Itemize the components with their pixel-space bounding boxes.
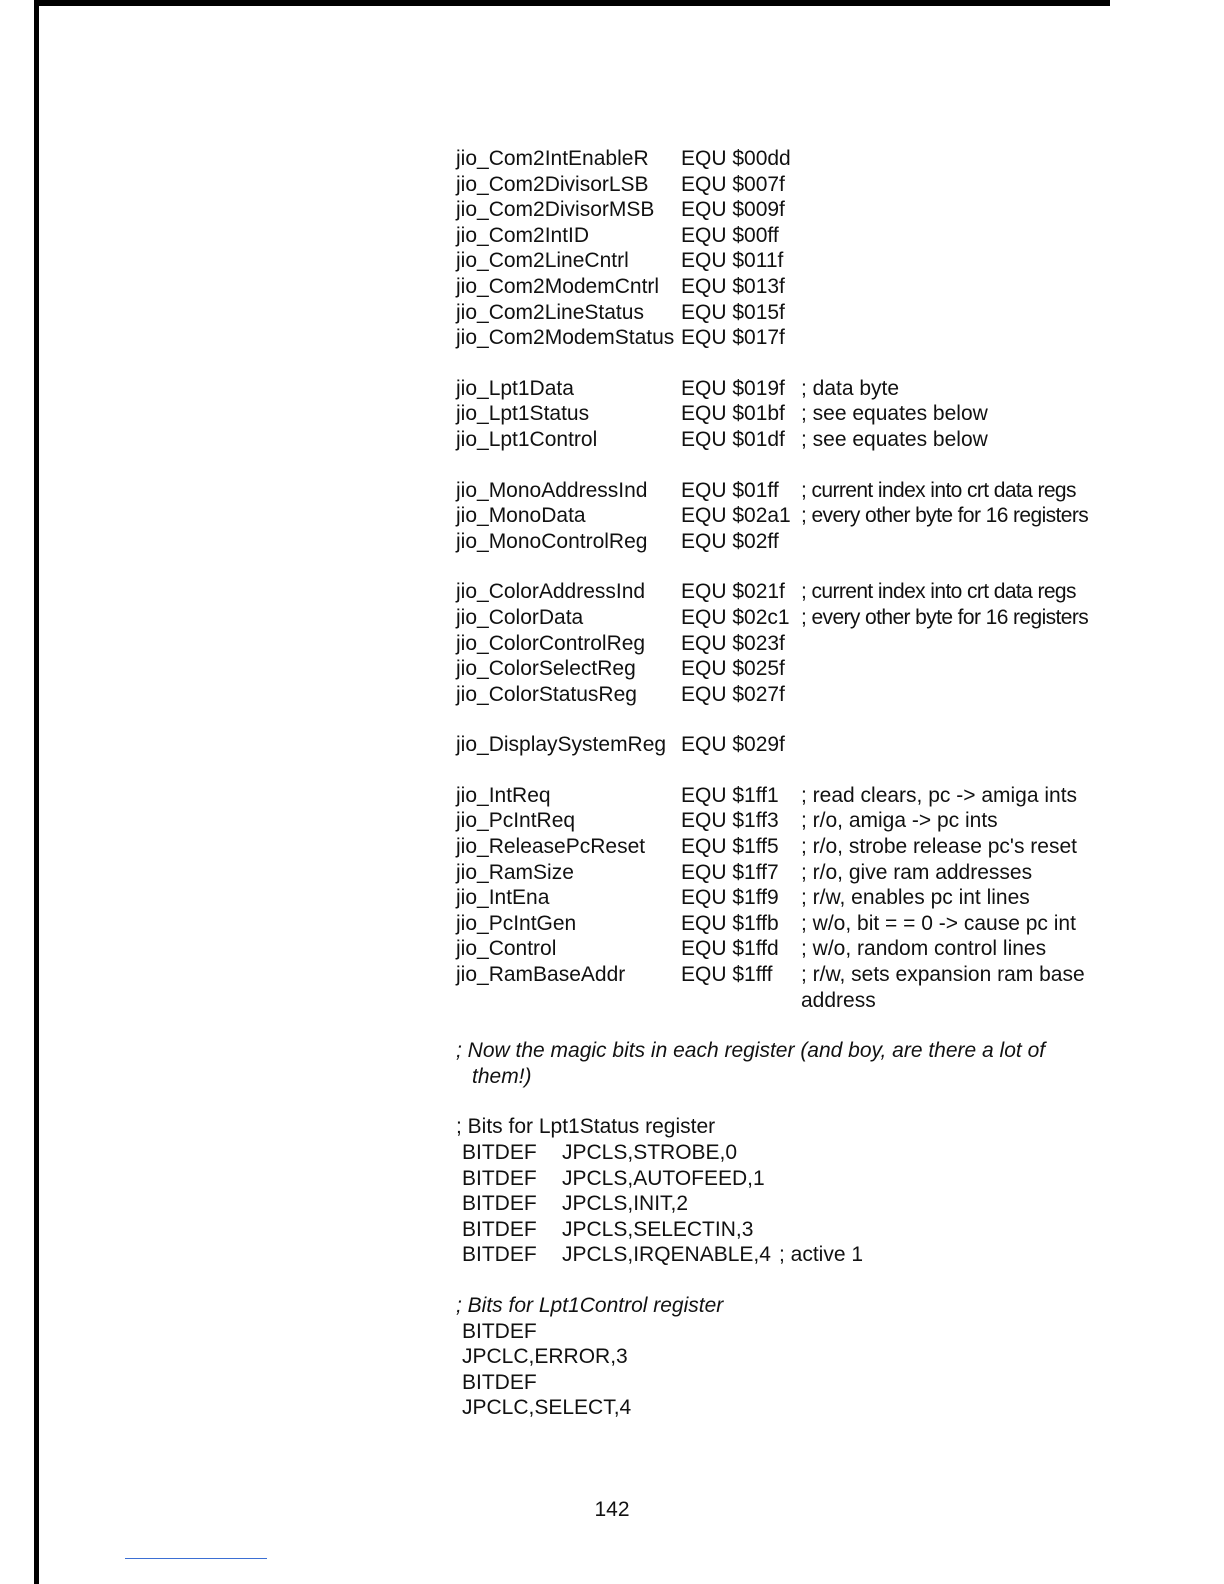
equate-row xyxy=(456,401,1116,427)
symbol-name: jio_ColorControlReg xyxy=(456,631,646,655)
symbol-name: jio_ReleasePcReset xyxy=(456,835,646,859)
equate-value: EQU $1ffb xyxy=(681,911,779,935)
symbol-name: jio_Com2IntEnableR xyxy=(456,147,649,170)
code-line: BITDEF xyxy=(462,1319,537,1343)
symbol-name: jio_Lpt1Status xyxy=(456,402,590,426)
equate-value: EQU $027f xyxy=(681,682,785,706)
code-line: JPCLC,SELECT,4 xyxy=(462,1396,632,1420)
lpt1control-bits xyxy=(456,1293,1116,1421)
equate-value: EQU $021f xyxy=(681,580,785,604)
bitdef-row xyxy=(456,1191,1116,1217)
equate-value: EQU $029f xyxy=(681,733,785,757)
equate-value: EQU $017f xyxy=(681,326,785,350)
equate-row xyxy=(456,911,1116,937)
equate-row xyxy=(456,579,1116,605)
code-line: JPCLC,ERROR,3 xyxy=(462,1345,628,1369)
lpt1status-bits xyxy=(456,1114,1116,1268)
equate-value: EQU $025f xyxy=(681,657,785,681)
equate-row xyxy=(456,274,1116,300)
equate-value: EQU $015f xyxy=(681,300,785,324)
symbol-name: jio_IntEna xyxy=(456,886,550,910)
symbol-name: jio_Control xyxy=(456,937,557,961)
equate-row xyxy=(456,732,1116,758)
section-heading: ; Bits for Lpt1Control register xyxy=(456,1293,724,1317)
equate-value: EQU $009f xyxy=(681,198,785,222)
equate-row xyxy=(456,223,1116,249)
equate-row xyxy=(456,605,1116,631)
bitdef-keyword: BITDEF xyxy=(462,1217,537,1241)
symbol-name: jio_ColorData xyxy=(456,605,584,629)
bitdef-comment: ; active 1 xyxy=(779,1243,864,1267)
equate-row xyxy=(456,808,1116,834)
symbol-name: jio_ColorSelectReg xyxy=(456,657,636,681)
equate-comment: ; read clears, pc -> amiga ints xyxy=(801,783,1078,807)
equates-group-mono xyxy=(456,478,1116,555)
equate-row xyxy=(456,529,1116,555)
symbol-name: jio_Com2DivisorLSB xyxy=(456,172,649,196)
equate-comment: ; w/o, bit = = 0 -> cause pc int xyxy=(801,911,1076,935)
symbol-name: jio_MonoAddressInd xyxy=(456,478,648,502)
bitdef-row xyxy=(456,1242,1116,1268)
symbol-name: jio_PcIntReq xyxy=(456,809,576,833)
equate-row xyxy=(456,146,1116,172)
equate-value: EQU $013f xyxy=(681,274,785,298)
equate-row xyxy=(456,248,1116,274)
equate-value: EQU $01bf xyxy=(681,402,785,426)
equate-value: EQU $02a1 xyxy=(681,504,791,528)
equate-row xyxy=(456,962,1116,1013)
equate-value: EQU $019f xyxy=(681,376,785,400)
bottom-underline xyxy=(125,1558,267,1559)
bitdef-keyword: BITDEF xyxy=(462,1192,537,1216)
equates-group-color xyxy=(456,579,1116,707)
equate-row xyxy=(456,376,1116,402)
equate-comment: ; see equates below xyxy=(801,427,988,451)
equate-row xyxy=(456,427,1116,453)
equate-row xyxy=(456,682,1116,708)
equate-value: EQU $1fff xyxy=(681,963,773,987)
bitdef-row xyxy=(456,1217,1116,1243)
symbol-name: jio_Lpt1Data xyxy=(456,376,574,400)
section-heading: ; Bits for Lpt1Status register xyxy=(456,1115,716,1139)
symbol-name: jio_RamSize xyxy=(456,860,574,884)
equate-value: EQU $1ff5 xyxy=(681,835,779,859)
symbol-name: jio_Com2ModemStatus xyxy=(456,326,675,350)
equate-value: EQU $00ff xyxy=(681,223,779,247)
bitdef-args: JPCLS,IRQENABLE,4 xyxy=(562,1243,771,1267)
equate-row xyxy=(456,300,1116,326)
bitdef-keyword: BITDEF xyxy=(462,1166,537,1190)
equate-value: EQU $01ff xyxy=(681,478,779,502)
equate-value: EQU $023f xyxy=(681,631,785,655)
equate-row xyxy=(456,325,1116,351)
bitdef-keyword: BITDEF xyxy=(462,1141,537,1164)
equate-comment: ; r/o, strobe release pc's reset xyxy=(801,835,1077,859)
symbol-name: jio_Com2DivisorMSB xyxy=(456,198,655,222)
equate-comment: ; every other byte for 16 registers xyxy=(801,504,1089,528)
equate-value: EQU $1ff9 xyxy=(681,886,779,910)
equate-comment: ; r/w, enables pc int lines xyxy=(801,886,1030,910)
equate-comment: ; see equates below xyxy=(801,402,988,426)
symbol-name: jio_Com2IntID xyxy=(456,223,590,247)
equate-comment: ; r/w, sets expansion ram base address xyxy=(801,963,1085,1012)
top-border-rule xyxy=(34,0,1110,6)
equate-value: EQU $00dd xyxy=(681,147,791,170)
symbol-name: jio_Com2ModemCntrl xyxy=(456,274,660,298)
equate-row xyxy=(456,197,1116,223)
bitdef-args: JPCLS,AUTOFEED,1 xyxy=(562,1166,765,1190)
symbol-name: jio_Lpt1Control xyxy=(456,427,598,451)
equate-value: EQU $1ff1 xyxy=(681,783,779,807)
equate-row xyxy=(456,631,1116,657)
bitdef-args: JPCLS,INIT,2 xyxy=(562,1192,689,1216)
note-line: them!) xyxy=(472,1064,532,1088)
equate-comment: ; data byte xyxy=(801,376,900,400)
equate-comment: ; every other byte for 16 registers xyxy=(801,605,1089,629)
equate-value: EQU $007f xyxy=(681,172,785,196)
equate-comment: ; current index into crt data regs xyxy=(801,478,1076,502)
equates-group-lpt1 xyxy=(456,376,1116,453)
symbol-name: jio_ColorAddressInd xyxy=(456,580,646,604)
code-listing xyxy=(456,146,1116,1446)
equate-comment: ; r/o, give ram addresses xyxy=(801,860,1033,884)
symbol-name: jio_Com2LineStatus xyxy=(456,300,644,324)
equate-value: EQU $02c1 xyxy=(681,605,790,629)
equate-value: EQU $1ff3 xyxy=(681,809,779,833)
equate-value: EQU $01df xyxy=(681,427,785,451)
equate-comment: ; r/o, amiga -> pc ints xyxy=(801,809,998,833)
symbol-name: jio_IntReq xyxy=(456,783,551,807)
symbol-name: jio_PcIntGen xyxy=(456,911,577,935)
magic-bits-note xyxy=(456,1038,1116,1089)
equate-comment: ; current index into crt data regs xyxy=(801,580,1076,604)
equate-value: EQU $011f xyxy=(681,249,784,273)
symbol-name: jio_MonoControlReg xyxy=(456,529,648,553)
equate-value: EQU $1ffd xyxy=(681,937,779,961)
equate-row xyxy=(456,656,1116,682)
equate-comment: ; w/o, random control lines xyxy=(801,937,1047,961)
equate-row xyxy=(456,783,1116,809)
symbol-name: jio_DisplaySystemReg xyxy=(456,733,667,757)
bitdef-keyword: BITDEF xyxy=(462,1243,537,1267)
equate-row xyxy=(456,478,1116,504)
equate-row xyxy=(456,936,1116,962)
symbol-name: jio_ColorStatusReg xyxy=(456,682,637,706)
bitdef-row xyxy=(456,1166,1116,1192)
note-line: ; Now the magic bits in each register (and boy, are there a lot of xyxy=(456,1039,1046,1063)
equate-value: EQU $02ff xyxy=(681,529,779,553)
code-line: BITDEF xyxy=(462,1370,537,1394)
equates-group-com2 xyxy=(456,146,1116,351)
symbol-name: jio_MonoData xyxy=(456,504,586,528)
equates-group-control xyxy=(456,783,1116,1013)
symbol-name: jio_RamBaseAddr xyxy=(456,963,626,987)
bitdef-args: JPCLS,SELECTIN,3 xyxy=(562,1217,754,1241)
equate-row xyxy=(456,834,1116,860)
equate-value: EQU $1ff7 xyxy=(681,860,779,884)
page-number: 142 xyxy=(594,1498,630,1521)
equate-row xyxy=(456,860,1116,886)
equates-group-display xyxy=(456,732,1116,758)
symbol-name: jio_Com2LineCntrl xyxy=(456,249,629,273)
equate-row xyxy=(456,503,1116,529)
equate-row xyxy=(456,172,1116,198)
bitdef-args: JPCLS,STROBE,0 xyxy=(562,1141,738,1164)
left-border-rule xyxy=(34,0,39,1584)
equate-row xyxy=(456,885,1116,911)
bitdef-row xyxy=(456,1140,1116,1166)
